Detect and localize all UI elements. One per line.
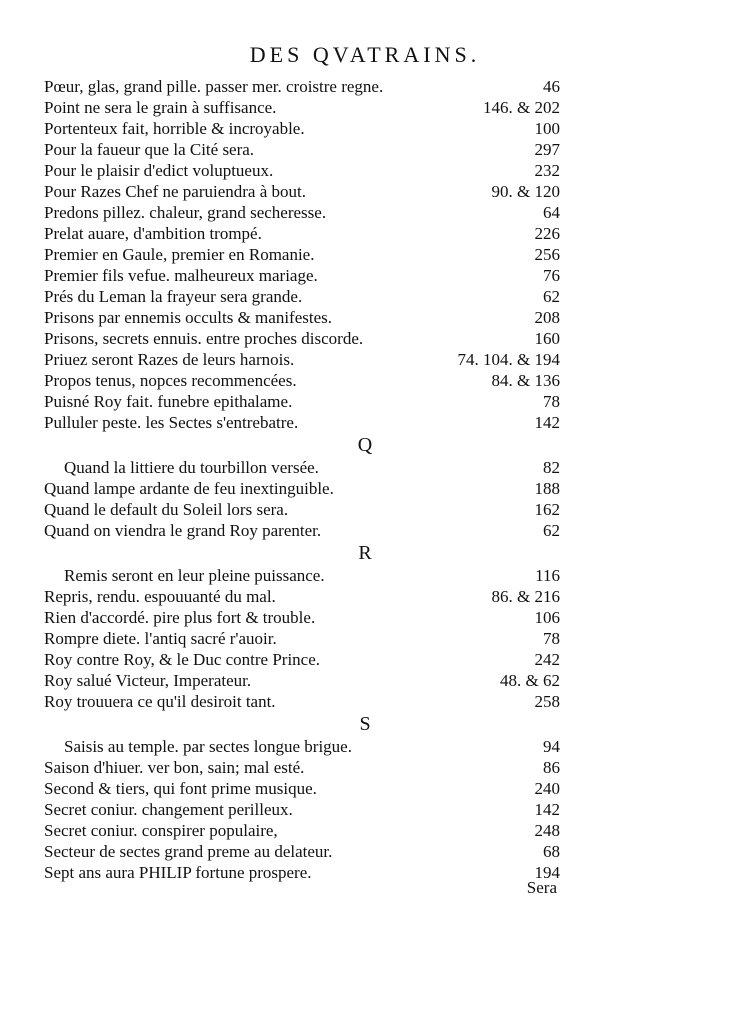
entry-page-number: 226 xyxy=(534,224,560,243)
entry-page-number: 106 xyxy=(534,608,560,627)
entry-page-number: 194 xyxy=(534,863,560,882)
entry-page-number: 142 xyxy=(534,413,560,432)
entry-page-number: 100 xyxy=(534,119,560,138)
index-entry xyxy=(0,391,730,412)
index-entry xyxy=(0,307,730,328)
index-entry xyxy=(0,202,730,223)
entry-page-number: 76 xyxy=(543,266,560,285)
entry-text: Pour le plaisir d'edict voluptueux. xyxy=(44,161,274,180)
index-entry xyxy=(0,628,730,649)
index-entries xyxy=(0,76,730,883)
index-entry xyxy=(0,160,730,181)
entry-text: Remis seront en leur pleine puissance. xyxy=(64,566,325,585)
entry-page-number: 86. & 216 xyxy=(491,587,560,606)
index-entry xyxy=(0,349,730,370)
entry-text: Pœur, glas, grand pille. passer mer. croistre regne. xyxy=(44,77,384,96)
entry-page-number: 160 xyxy=(534,329,560,348)
entry-text: Priuez seront Razes de leurs harnois. xyxy=(44,350,295,369)
entry-page-number: 248 xyxy=(534,821,560,840)
entry-page-number: 90. & 120 xyxy=(491,182,560,201)
index-entry xyxy=(0,841,730,862)
index-entry xyxy=(0,286,730,307)
entry-page-number: 62 xyxy=(543,521,560,540)
index-entry xyxy=(0,670,730,691)
entry-text: Pour Razes Chef ne paruiendra à bout. xyxy=(44,182,306,201)
entry-text: Prelat auare, d'ambition trompé. xyxy=(44,224,262,243)
entry-page-number: 78 xyxy=(543,629,560,648)
catchword: Sera xyxy=(526,878,557,897)
entry-page-number: 142 xyxy=(534,800,560,819)
entry-page-number: 258 xyxy=(534,692,560,711)
section-letter-r: R xyxy=(358,542,372,564)
entry-text: Prés du Leman la frayeur sera grande. xyxy=(44,287,303,306)
entry-text: Premier fils vefue. malheureux mariage. xyxy=(44,266,318,285)
entry-page-number: 48. & 62 xyxy=(500,671,560,690)
index-entry xyxy=(0,370,730,391)
entry-text: Saisis au temple. par sectes longue brigue. xyxy=(64,737,352,756)
entry-text: Pulluler peste. les Sectes s'entrebatre. xyxy=(44,413,299,432)
entry-text: Roy trouuera ce qu'il desiroit tant. xyxy=(44,692,276,711)
index-entry xyxy=(0,736,730,757)
entry-page-number: 242 xyxy=(534,650,560,669)
index-entry xyxy=(0,607,730,628)
section-letter-q: Q xyxy=(357,434,373,456)
entry-page-number: 208 xyxy=(534,308,560,327)
entry-text: Predons pillez. chaleur, grand secheresse. xyxy=(44,203,327,222)
index-entry xyxy=(0,820,730,841)
entry-page-number: 84. & 136 xyxy=(491,371,560,390)
section-letter-s: S xyxy=(359,713,371,735)
entry-text: Prisons, secrets ennuis. entre proches discorde. xyxy=(44,329,364,348)
index-entry xyxy=(0,328,730,349)
entry-text: Saison d'hiuer. ver bon, sain; mal esté. xyxy=(44,758,305,777)
entry-text: Roy contre Roy, & le Duc contre Prince. xyxy=(44,650,321,669)
index-entry xyxy=(0,565,730,586)
index-entry xyxy=(0,76,730,97)
entry-page-number: 162 xyxy=(534,500,560,519)
entry-text: Secteur de sectes grand preme au delateur. xyxy=(44,842,333,861)
entry-page-number: 74. 104. & 194 xyxy=(457,350,560,369)
index-entry xyxy=(0,223,730,244)
index-entry xyxy=(0,139,730,160)
index-entry xyxy=(0,118,730,139)
entry-text: Point ne sera le grain à suffisance. xyxy=(44,98,277,117)
index-entry xyxy=(0,412,730,433)
index-entry xyxy=(0,457,730,478)
index-entry xyxy=(0,691,730,712)
entry-page-number: 188 xyxy=(534,479,560,498)
entry-text: Rien d'accordé. pire plus fort & trouble. xyxy=(44,608,316,627)
entry-page-number: 240 xyxy=(534,779,560,798)
entry-text: Pour la faueur que la Cité sera. xyxy=(44,140,255,159)
entry-text: Premier en Gaule, premier en Romanie. xyxy=(44,245,315,264)
entry-text: Secret coniur. changement perilleux. xyxy=(44,800,293,819)
index-entry xyxy=(0,757,730,778)
entry-text: Quand le default du Soleil lors sera. xyxy=(44,500,289,519)
index-entry xyxy=(0,265,730,286)
entry-text: Propos tenus, nopces recommencées. xyxy=(44,371,297,390)
entry-text: Second & tiers, qui font prime musique. xyxy=(44,779,317,798)
entry-text: Quand on viendra le grand Roy parenter. xyxy=(44,521,322,540)
index-entry xyxy=(0,520,730,541)
entry-text: Sept ans aura PHILIP fortune prospere. xyxy=(44,863,312,882)
index-entry xyxy=(0,778,730,799)
index-entry xyxy=(0,799,730,820)
entry-text: Rompre diete. l'antiq sacré r'auoir. xyxy=(44,629,277,648)
entry-text: Secret coniur. conspirer populaire, xyxy=(44,821,278,840)
entry-page-number: 64 xyxy=(543,203,560,222)
index-entry xyxy=(0,97,730,118)
entry-page-number: 297 xyxy=(534,140,560,159)
index-entry xyxy=(0,181,730,202)
running-head: DES QVATRAINS. xyxy=(249,42,481,67)
entry-page-number: 146. & 202 xyxy=(483,98,560,117)
entry-text: Puisné Roy fait. funebre epithalame. xyxy=(44,392,293,411)
entry-text: Portenteux fait, horrible & incroyable. xyxy=(44,119,305,138)
index-entry xyxy=(0,649,730,670)
entry-text: Quand lampe ardante de feu inextinguible. xyxy=(44,479,334,498)
entry-page-number: 78 xyxy=(543,392,560,411)
index-entry xyxy=(0,478,730,499)
entry-page-number: 86 xyxy=(543,758,560,777)
entry-page-number: 256 xyxy=(534,245,560,264)
entry-text: Roy salué Victeur, Imperateur. xyxy=(44,671,252,690)
entry-page-number: 62 xyxy=(543,287,560,306)
entry-text: Prisons par ennemis occults & manifestes. xyxy=(44,308,333,327)
entry-page-number: 68 xyxy=(543,842,560,861)
entry-page-number: 46 xyxy=(543,77,560,96)
entry-text: Quand la littiere du tourbillon versée. xyxy=(64,458,319,477)
entry-text: Repris, rendu. espouuanté du mal. xyxy=(44,587,276,606)
entry-page-number: 232 xyxy=(534,161,560,180)
entry-page-number: 116 xyxy=(535,566,560,585)
entry-page-number: 82 xyxy=(543,458,560,477)
index-entry xyxy=(0,862,730,883)
index-entry xyxy=(0,586,730,607)
index-entry xyxy=(0,499,730,520)
index-entry xyxy=(0,244,730,265)
entry-page-number: 94 xyxy=(543,737,560,756)
